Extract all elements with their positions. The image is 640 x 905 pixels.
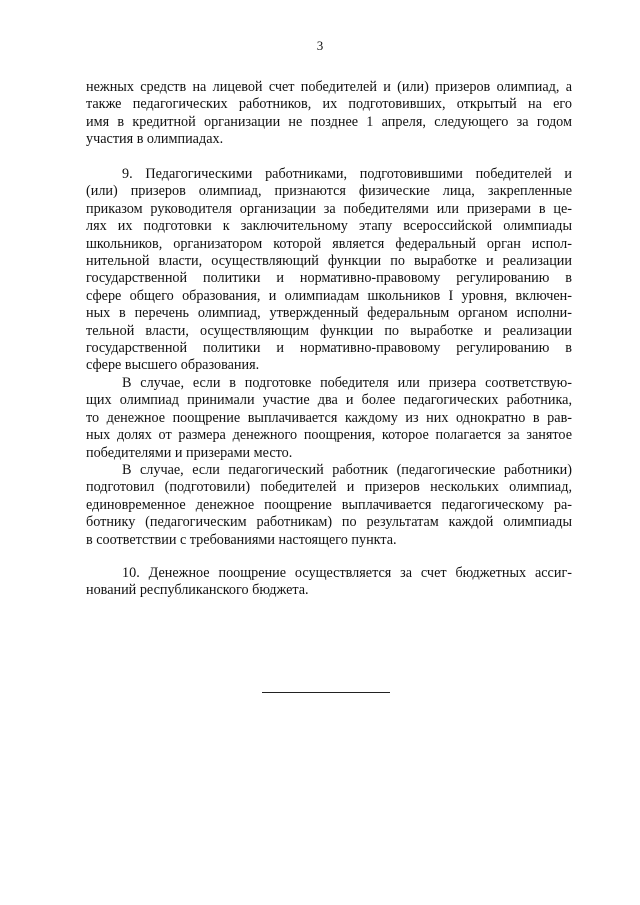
text-line: нежных средств на лицевой счет победителей и (или) призеров олимпиад, а [86,79,572,95]
text-line: сфере общего образования, и олимпиадам школьников I уровня, включен- [86,287,572,304]
text-line: ных долях от размера денежного поощрения, которое полагается за занятое [86,427,572,444]
paragraph-continuation [86,79,572,149]
end-of-document-separator [262,692,390,693]
text-line: нительной власти, осуществляющий функции по выработке и реализации [86,253,572,270]
text-line: В случае, если педагогический работник (педагогические работники) [122,462,572,478]
text-line: участия в олимпиадах. [86,131,224,148]
text-line: нований республиканского бюджета. [86,582,309,599]
text-line: В случае, если в подготовке победителя или призера соответствую- [122,375,572,391]
paragraph-item-9-part-3 [86,462,572,549]
text-line: имя в кредитной организации не позднее 1 апреля, следующего за годом [86,113,572,130]
text-line: сфере высшего образования. [86,357,260,374]
paragraph-item-9-part-2 [86,375,572,462]
text-line: 9. Педагогическими работниками, подготовившими победителей и [122,166,572,182]
text-line: приказом руководителя организации за победителями или призерами в це- [86,200,572,217]
text-line: государственной политики и нормативно-правовому регулированию в [86,270,572,287]
text-line: 10. Денежное поощрение осуществляется за счет бюджетных ассиг- [122,565,572,581]
text-line: также педагогических работников, их подготовивших, открытый на его [86,96,572,113]
paragraph-item-10 [86,565,572,600]
text-line: в соответствии с требованиями настоящего пункта. [86,531,397,548]
text-line: ботнику (педагогическим работникам) по результатам каждой олимпиады [86,514,572,531]
text-line: тельной власти, осуществляющим функции по выработке и реализации [86,322,572,339]
text-line: щих олимпиад принимали участие два и более педагогических работника, [86,392,572,409]
text-line: государственной политики и нормативно-правовому регулированию в [86,340,572,357]
text-line: то денежное поощрение выплачивается каждому из них однократно в рав- [86,409,572,426]
text-line: подготовил (подготовили) победителей и призеров нескольких олимпиад, [86,479,572,496]
text-line: победителями и призерами место. [86,444,293,461]
text-line: ных в перечень олимпиад, утвержденный федеральным органом исполни- [86,305,572,322]
paragraph-item-9 [86,166,572,375]
text-line: школьников, организатором которой является федеральный орган испол- [86,235,572,252]
page-number: 3 [316,38,324,53]
text-line: единовременное денежное поощрение выплачивается педагогическому ра- [86,496,572,513]
text-line: лях их подготовки к заключительному этапу всероссийской олимпиады [86,218,572,235]
text-line: (или) призеров олимпиад, признаются физические лица, закрепленные [86,183,572,200]
